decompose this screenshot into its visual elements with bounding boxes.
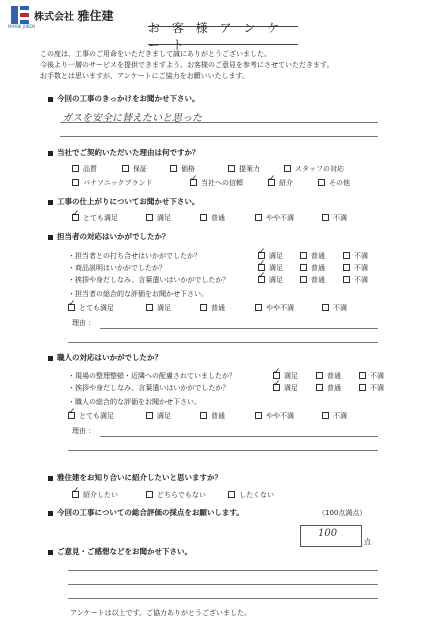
q2-option[interactable]: 品質 <box>72 164 97 174</box>
q5-label: 職人の対応はいかがでしたか？ <box>57 353 162 362</box>
checkbox[interactable] <box>322 214 329 221</box>
q1-answer[interactable]: ガスを安全に替えたいと思った <box>62 113 202 124</box>
footer-text: アンケートは以上です。ご協力ありがとうございました。 <box>70 609 252 617</box>
company-brand: 雅住建 <box>77 9 114 23</box>
checkbox[interactable] <box>255 214 262 221</box>
q2-option[interactable]: 提案力 <box>228 164 260 174</box>
q3-heading <box>48 196 199 207</box>
q4-label: 担当者の対応はいかがでしたか？ <box>57 232 170 241</box>
checkbox[interactable] <box>146 412 153 419</box>
checkbox[interactable] <box>146 214 153 221</box>
score-value: 100 <box>318 528 338 539</box>
answer-line <box>68 584 378 585</box>
q5-heading <box>48 352 162 363</box>
q4-overall-label: ・担当者の総合的な評価をお聞かせ下さい。 <box>68 290 208 298</box>
q1-label: 今回の工事のきっかけをお聞かせ下さい。 <box>57 94 200 103</box>
q2-label: 当社でご契約いただいた理由は何ですか？ <box>57 148 200 157</box>
q8-heading <box>48 546 192 557</box>
checkbox[interactable] <box>316 384 323 391</box>
bullet-icon <box>48 97 53 102</box>
q4-reason-label: 理由 ： <box>72 319 96 327</box>
checkbox-checked[interactable] <box>273 372 280 379</box>
checkbox[interactable] <box>359 372 366 379</box>
checkbox-checked[interactable] <box>72 214 79 221</box>
q7-heading <box>48 507 244 518</box>
q4-heading <box>48 231 170 242</box>
checkbox[interactable] <box>322 412 329 419</box>
checkbox-checked[interactable] <box>258 264 265 271</box>
checkbox[interactable] <box>359 384 366 391</box>
answer-line <box>68 450 378 451</box>
q2-heading <box>48 147 200 158</box>
bullet-icon <box>48 356 53 361</box>
checkbox[interactable] <box>343 264 350 271</box>
checkbox[interactable] <box>343 276 350 283</box>
q3-option[interactable]: ✓とても満足 <box>72 213 118 223</box>
checkbox[interactable] <box>72 179 79 186</box>
q3-option[interactable]: 普通 <box>200 213 225 223</box>
q3-label: 工事の仕上がりについてお聞かせ下さい。 <box>57 197 200 206</box>
checkbox[interactable] <box>170 165 177 172</box>
checkbox[interactable] <box>122 165 129 172</box>
q2-option[interactable]: ✓ 当社への信頼 <box>190 178 243 188</box>
q2-option[interactable]: スタッフの対応 <box>284 164 344 174</box>
checkbox-checked[interactable] <box>190 179 197 186</box>
intro-line-2: 今後より一層のサービスを提供できますよう、お客様のご意見を参考にさせていただきます。 <box>40 61 334 69</box>
checkbox[interactable] <box>343 252 350 259</box>
bullet-icon <box>48 235 53 240</box>
q7-hint: （100点満点） <box>318 509 367 517</box>
q2-option[interactable]: 価格 <box>170 164 195 174</box>
checkbox-checked[interactable] <box>68 304 75 311</box>
q6-heading <box>48 472 222 483</box>
q5-sub-2: ・挨拶や身だしなみ、言葉遣いはいかがでしたか？ <box>68 384 230 392</box>
intro-line-1: この度は、工事のご用命をいただきまして誠にありがとうございました。 <box>40 50 271 58</box>
bullet-icon <box>48 200 53 205</box>
q5-overall-label: ・職人の総合的な評価をお聞かせ下さい。 <box>68 398 201 406</box>
checkbox[interactable] <box>300 252 307 259</box>
checkbox-checked[interactable] <box>72 491 79 498</box>
page-title: お 客 様 ア ン ケ ー ト <box>148 26 298 45</box>
q8-label: ご意見・ご感想などをお聞かせ下さい。 <box>57 547 192 556</box>
q5-reason-label: 理由 ： <box>72 427 96 435</box>
checkbox-checked[interactable] <box>68 412 75 419</box>
answer-line <box>68 570 378 571</box>
q6-label: 雅住建をお知り合いに紹介したいと思いますか？ <box>57 473 222 482</box>
q2-option[interactable]: 保証 <box>122 164 147 174</box>
q4-sub-2: ・商品説明はいかがでしたか？ <box>68 264 166 272</box>
checkbox[interactable] <box>284 165 291 172</box>
score-unit: 点 <box>364 538 371 546</box>
q4-sub-3: ・挨拶や身だしなみ、言葉遣いはいかがでしたか？ <box>68 276 230 284</box>
checkbox[interactable] <box>72 165 79 172</box>
checkbox[interactable] <box>200 412 207 419</box>
checkbox[interactable] <box>318 179 325 186</box>
answer-line <box>60 122 378 123</box>
checkbox-checked[interactable] <box>258 252 265 259</box>
checkbox[interactable] <box>316 372 323 379</box>
bullet-icon <box>48 550 53 555</box>
intro-line-3: お手数とは思いますが、アンケートにご協力をお願いいたします。 <box>40 72 250 80</box>
q1-heading <box>48 93 200 104</box>
checkbox[interactable] <box>300 276 307 283</box>
checkbox[interactable] <box>255 304 262 311</box>
checkbox-checked[interactable] <box>273 384 280 391</box>
answer-line <box>68 342 378 343</box>
bullet-icon <box>48 476 53 481</box>
answer-line <box>100 436 378 437</box>
checkbox-checked[interactable] <box>268 179 275 186</box>
company-name <box>34 7 114 24</box>
checkbox[interactable] <box>322 304 329 311</box>
q7-label: 今回の工事についての総合評価の採点をお願いします。 <box>57 508 244 517</box>
answer-line <box>100 328 378 329</box>
checkbox[interactable] <box>146 491 153 498</box>
company-logo-icon <box>10 5 30 25</box>
checkbox[interactable] <box>255 412 262 419</box>
q3-option[interactable]: 満足 <box>146 213 171 223</box>
bullet-icon <box>48 151 53 156</box>
q2-option[interactable]: ✓ 紹介 <box>268 178 293 188</box>
checkbox[interactable] <box>200 304 207 311</box>
q3-option[interactable]: 不満 <box>322 213 347 223</box>
checkbox[interactable] <box>200 214 207 221</box>
company-type: 株式会社 <box>34 12 74 23</box>
q2-option[interactable]: その他 <box>318 178 350 188</box>
q5-sub-1: ・現場の整理整頓・近隣への配慮されていましたか？ <box>68 372 236 380</box>
checkbox[interactable] <box>146 304 153 311</box>
checkbox-checked[interactable] <box>258 276 265 283</box>
checkbox[interactable] <box>228 165 235 172</box>
q3-option[interactable]: やや不満 <box>255 213 294 223</box>
checkbox[interactable] <box>300 264 307 271</box>
company-sub-logo: MIYABI JUKEN <box>8 24 35 29</box>
bullet-icon <box>48 511 53 516</box>
q4-sub-1: ・担当者との打ち合せはいかがでしたか？ <box>68 252 201 260</box>
answer-line <box>68 598 378 599</box>
q2-option[interactable]: パナソニックブランド <box>72 178 153 188</box>
answer-line <box>60 136 378 137</box>
checkbox[interactable] <box>228 491 235 498</box>
